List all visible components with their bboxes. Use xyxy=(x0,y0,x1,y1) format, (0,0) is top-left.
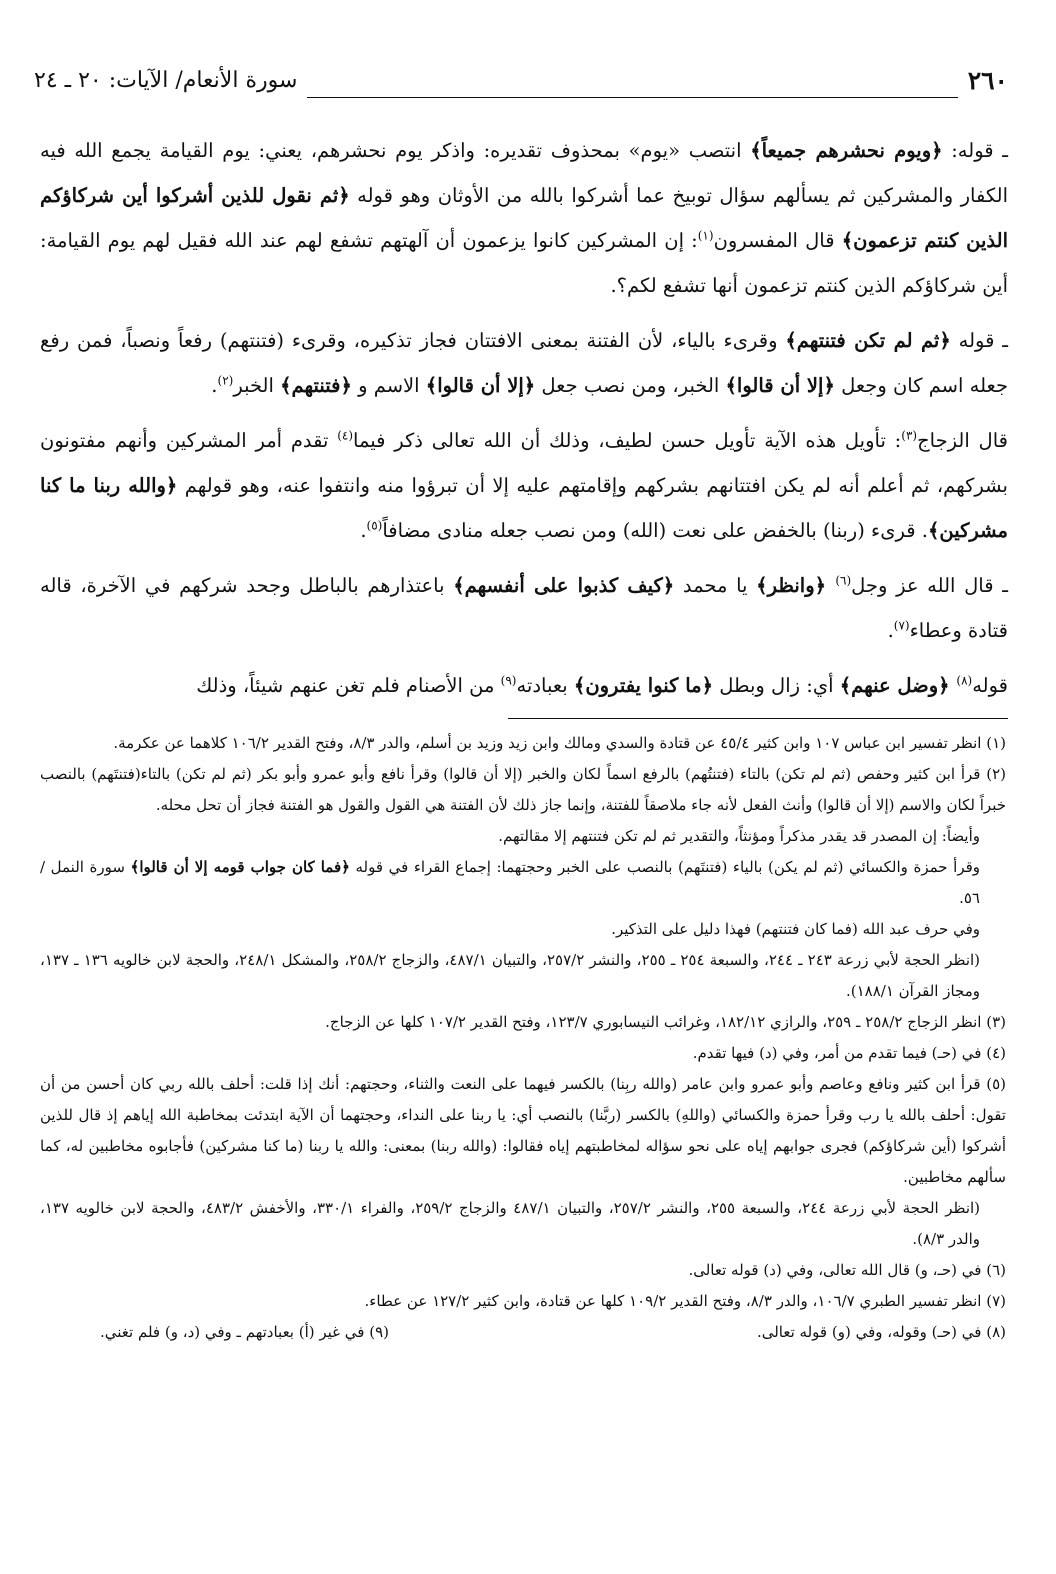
footnote-2-continued: وفي حرف عبد الله (فما كان فتنتهم) فهذا دليل على التذكير. xyxy=(611,920,980,938)
paragraph-1: ـ قوله: ﴿ويوم نحشرهم جميعاً﴾ انتصب «يوم» بمحذوف تقديره: واذكر يوم نحشرهم، يعني: يوم القيامة يجمع الله فيه الكفار والمشركين ثم يسألهم سؤال توبيخ عما أشركوا بالله من الأوثان وهو قوله ﴿ثم نقول للذين أشركوا أين شركاؤكم الذين كنتم تزعمون﴾ قال المفسرون$^{(١)}$: إن المشركين كانوا يزعمون أن آلهتهم تشفع لهم عند الله فقيل لهم يوم القيامة: أين شركاؤكم الذين كنتم تزعمون أنها تشفع لكم؟. xyxy=(40,139,1009,297)
footnote-ref: (٨) xyxy=(956,673,973,688)
quran-quote: ﴿وضل عنهم﴾ xyxy=(839,674,957,697)
footnote-2-references: (انظر الحجة لأبي زرعة ٢٤٣ ـ ٢٤٤، والسبعة ٢٥٤ ـ ٢٥٥، والنشر ٢٥٧/٢، والتبيان ٤٨٧/١، والزجاج ٢٥٨/٢، والمشكل ٢٤٨/١، والحجة لابن خالويه ١٣٦ ـ ١٣٧، ومجاز القرآن ١٨٨/١). xyxy=(40,951,981,1000)
page-header xyxy=(34,64,1008,98)
footnote-ref: (٦) xyxy=(835,573,852,588)
quran-quote: ﴿ويوم نحشرهم جميعاً﴾ xyxy=(750,139,943,162)
footnote-2: (٢) قرأ ابن كثير وحفص (ثم لم تكن) بالتاء (فتنتُهم) بالرفع اسماً لكان والخبر (إلا أن قالوا) وقرأ نافع وأبو عمرو وأبو بكر (ثم لم تكن) بالتاء(فتنتَهم) بالنصب خبراً لكان والاسم (إلا أن قالوا) وأنث الفعل لأنه جاء ملاصقاً للفتنة، وإنما جاز ذلك لأن الفتنة هي القول والقول هو الفتنة فجاز أن تحل محله. xyxy=(40,765,1006,814)
footnote-9: (٩) في غير (أ) بعبادتهم ـ وفي (د، و) فلم تغني. xyxy=(100,1323,390,1341)
quran-quote: ﴿كيف كذبوا على أنفسهم﴾ xyxy=(453,574,675,597)
quran-quote: ﴿والله ربنا ما كنا مشركين﴾ xyxy=(40,474,1008,542)
footnote-2-continued: وأيضاً: إن المصدر قد يقدر مذكراً ومؤنثاً، والتقدير ثم لم تكن فتنتهم إلا مقالتهم. xyxy=(498,827,980,845)
footnote-ref: (٩) xyxy=(500,673,517,688)
footnote-5-references: (انظر الحجة لأبي زرعة ٢٤٤، والسبعة ٢٥٥، والنشر ٢٥٧/٢، والتبيان ٤٨٧/١ والزجاج ٢٥٩/٢، والفراء ٣٣٠/١، والأخفش ٤٨٣/٢، والحجة لابن خالويه ١٣٧، والدر ٨/٣). xyxy=(40,1199,981,1248)
quran-quote: ﴿إلا أن قالوا﴾ xyxy=(425,374,536,397)
quran-quote: ﴿فما كان جواب قومه إلا أن قالوا﴾ xyxy=(130,858,350,876)
footnote-2-continued: وقرأ حمزة والكسائي (ثم لم يكن) بالياء (فتنتَهم) بالنصب على الخبر وحجتهما: إجماع القراء في قوله ﴿فما كان جواب قومه إلا أن قالوا﴾ سورة النمل /٥٦. xyxy=(40,858,981,907)
paragraph-2: ـ قوله ﴿ثم لم تكن فتنتهم﴾ وقرىء بالياء، لأن الفتنة بمعنى الافتتان فجاز تذكيره، وقرىء (فتنتهم) رفعاً ونصباً، فمن رفع جعله اسم كان وجعل ﴿إلا أن قالوا﴾ الخبر، ومن نصب جعل ﴿إلا أن قالوا﴾ الاسم و ﴿فتنتهم﴾ الخبر$^{(٢)}$. xyxy=(40,329,1008,397)
quran-quote: ﴿ما كنوا يفترون﴾ xyxy=(573,674,714,697)
quran-quote: ﴿ثم لم تكن فتنتهم﴾ xyxy=(785,329,951,352)
main-text xyxy=(40,128,1008,708)
footnote-3: (٣) انظر الزجاج ٢٥٨/٢ ـ ٢٥٩، والرازي ١٨٢/١٢، وغرائب النيسابوري ١٢٣/٧، وفتح القدير ١٠٧/٢ كلها عن الزجاج. xyxy=(325,1013,1006,1031)
footnote-1: (١) انظر تفسير ابن عباس ١٠٧ وابن كثير ٤٥/٤ عن قتادة والسدي ومالك وابن زيد وزيد بن أسلم، والدر ٨/٣، وفتح القدير ١٠٦/٢ كلاهما عن عكرمة. xyxy=(113,734,1006,752)
footnote-ref: (٧) xyxy=(893,618,910,633)
footnote-ref: (٣) xyxy=(901,428,918,443)
paragraph-5: قوله$^{(٨)}$ ﴿وضل عنهم﴾ أي: زال وبطل ﴿ما كنوا يفترون﴾ بعبادته$^{(٩)}$ من الأصنام فلم تغن عنهم شيئاً، وذلك xyxy=(196,673,1008,697)
footnote-5: (٥) قرأ ابن كثير ونافع وعاصم وأبو عمرو وابن عامر (والله ربِنا) بالكسر فيهما على النعت والثناء، وحجتهم: أنك إذا قلت: أحلف بالله ربي كان أحسن من أن تقول: أحلف بالله يا رب وقرأ حمزة والكسائي (واللهِ) بالكسر (ربَّنا) بالنصب أي: يا ربنا على النداء، وحجتهما أن الآية ابتدئت بمخاطبة الله إياهم إذ قال للذين أشركوا (أين شركاؤكم) فجرى جوابهم إياه على نحو سؤاله لمخاطبتهم إياه فقالوا: (والله ربنا) بمعنى: والله يا ربنا (ما كنا مشركين) فأجابوه مخاطبين له، كما سألهم مخاطبين. xyxy=(40,1075,1006,1186)
footnote-divider xyxy=(508,718,1008,719)
footnote-4: (٤) في (حـ) فيما تقدم من أمر، وفي (د) فيها تقدم. xyxy=(692,1044,1006,1062)
quran-quote: ﴿ثم نقول للذين أشركوا أين شركاؤكم الذين كنتم تزعمون﴾ xyxy=(40,184,1009,252)
page-number: ٢٦٠ xyxy=(967,66,1008,95)
footnotes xyxy=(40,728,1006,1348)
footnote-ref: (١) xyxy=(697,228,714,243)
footnote-6: (٦) في (حـ، و) قال الله تعالى، وفي (د) قوله تعالى. xyxy=(688,1261,1006,1279)
header-rule xyxy=(307,79,957,98)
quran-quote: ﴿وانظر﴾ xyxy=(756,574,836,597)
paragraph-4: ـ قال الله عز وجل$^{(٦)}$ ﴿وانظر﴾ يا محمد ﴿كيف كذبوا على أنفسهم﴾ باعتذارهم بالباطل وجحد شركهم في الآخرة، قاله قتادة وعطاء$^{(٧)}$. xyxy=(40,573,1008,642)
footnote-ref: (٤) xyxy=(337,428,354,443)
running-title: سورة الأنعام/ الآيات: ٢٠ ـ ٢٤ xyxy=(34,68,298,93)
paragraph-3: قال الزجاج$^{(٣)}$: تأويل هذه الآية تأويل حسن لطيف، وذلك أن الله تعالى ذكر فيما$^{(٤)}$ تقدم أمر المشركين وأنهم مفتونون بشركهم، ثم أعلم أنه لم يكن افتتانهم بشركهم وإقامتهم عليه إلا أن تبرؤوا منه وانتفوا عنه، وهو قولهم ﴿والله ربنا ما كنا مشركين﴾. قرىء (ربنا) بالخفض على نعت (الله) ومن نصب جعله منادى مضافاً$^{(٥)}$. xyxy=(40,428,1008,542)
footnote-ref: (٢) xyxy=(217,373,234,388)
footnote-ref: (٥) xyxy=(366,518,383,533)
quran-quote: ﴿إلا أن قالوا﴾ xyxy=(725,374,835,397)
quran-quote: ﴿فتنتهم﴾ xyxy=(280,374,352,397)
footnote-row xyxy=(40,1317,1006,1348)
footnote-7: (٧) انظر تفسير الطبري ١٠٦/٧، والدر ٨/٣، وفتح القدير ١٠٩/٢ كلها عن قتادة، وابن كثير ١٢٧/٢ عن عطاء. xyxy=(364,1292,1006,1310)
footnote-8: (٨) في (حـ) وقوله، وفي (و) قوله تعالى. xyxy=(756,1323,1006,1341)
